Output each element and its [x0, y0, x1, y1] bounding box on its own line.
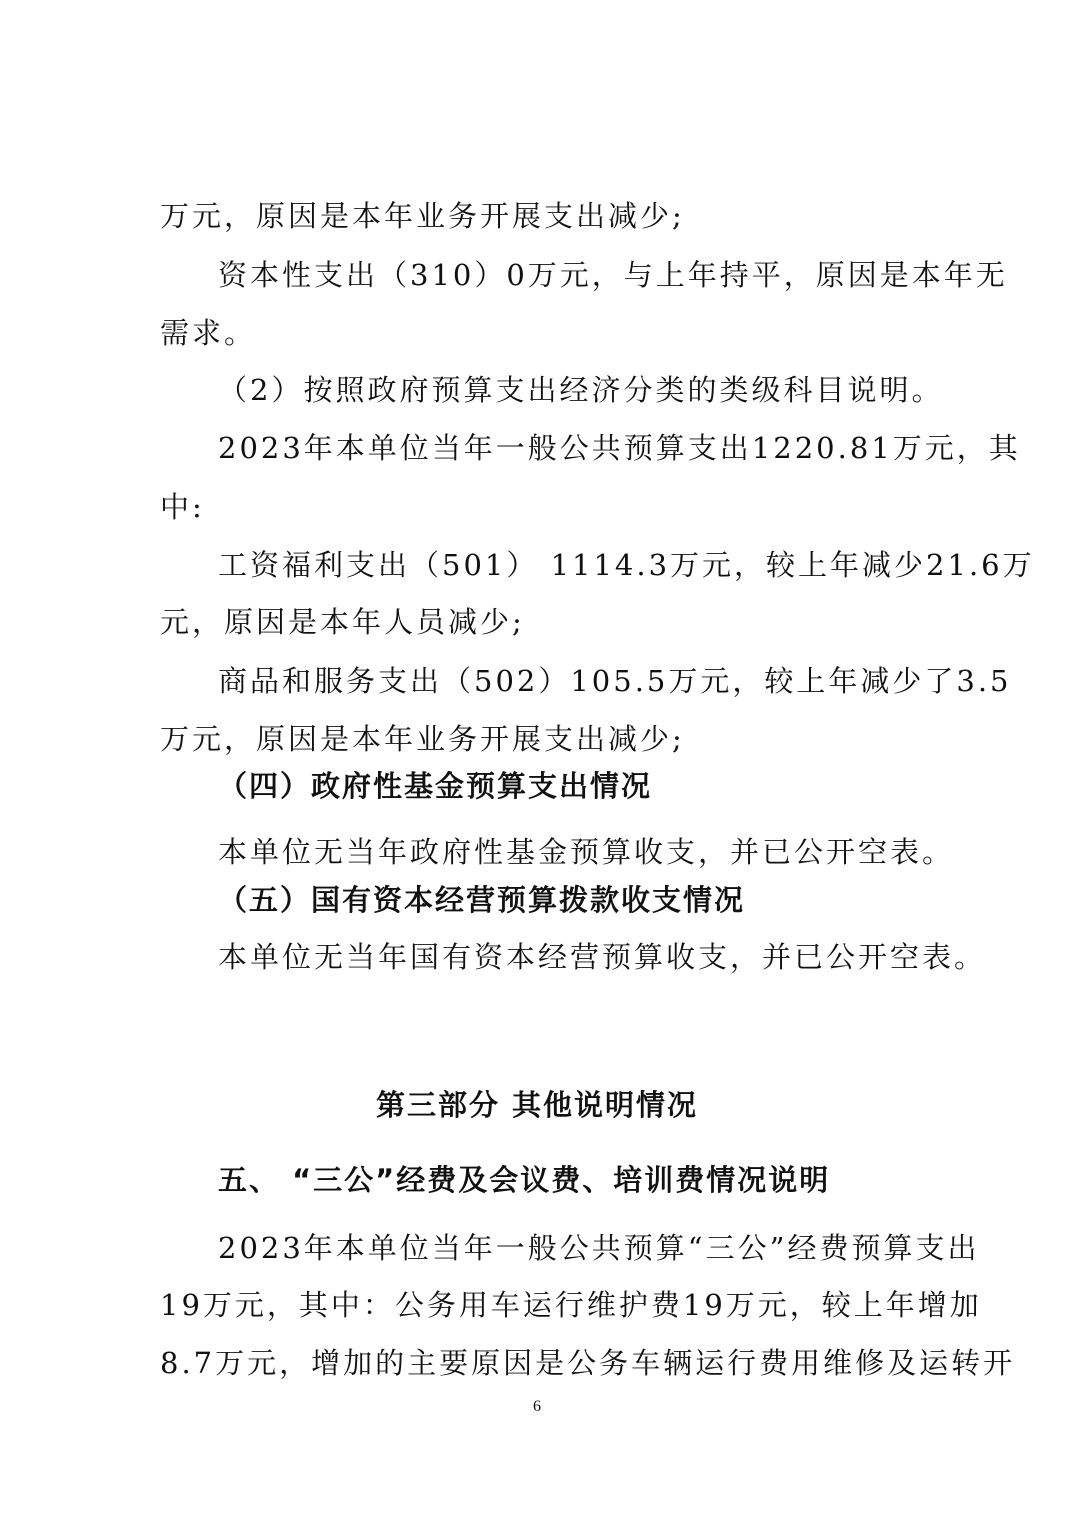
text-line: （2）按照政府预算支出经济分类的类级科目说明。 [218, 373, 944, 407]
text-line: 万元，原因是本年业务开展支出减少; [160, 199, 685, 233]
text-line: 工资福利支出（501） 1114.3万元，较上年减少21.6万 [218, 548, 1035, 582]
text-line: 本单位无当年国有资本经营预算收支，并已公开空表。 [218, 940, 987, 974]
text-line: 商品和服务支出（502）105.5万元，较上年减少了3.5 [218, 664, 1012, 698]
section-heading: 五、 “三公”经费及会议费、培训费情况说明 [218, 1163, 831, 1197]
text-line: 本单位无当年政府性基金预算收支，并已公开空表。 [218, 835, 955, 869]
text-line: 元，原因是本年人员减少; [160, 605, 525, 639]
text-line: 2023年本单位当年一般公共预算支出1220.81万元，其 [218, 431, 1021, 465]
text-line: 中: [160, 490, 205, 524]
text-line: 万元，原因是本年业务开展支出减少; [160, 722, 685, 756]
text-line: 2023年本单位当年一般公共预算“三公”经费预算支出 [218, 1231, 980, 1265]
part-title: 第三部分 其他说明情况 [375, 1088, 699, 1122]
text-line: 需求。 [160, 316, 257, 350]
section-heading: （四）政府性基金预算支出情况 [218, 769, 653, 803]
page-number: 6 [533, 1398, 541, 1415]
section-heading: （五）国有资本经营预算拨款收支情况 [218, 883, 746, 917]
text-line: 19万元，其中：公务用车运行维护费19万元，较上年增加 [160, 1288, 982, 1322]
text-line: 资本性支出（310）0万元，与上年持平，原因是本年无 [218, 258, 1008, 292]
text-line: 8.7万元，增加的主要原因是公务车辆运行费用维修及运转开 [160, 1346, 1016, 1380]
